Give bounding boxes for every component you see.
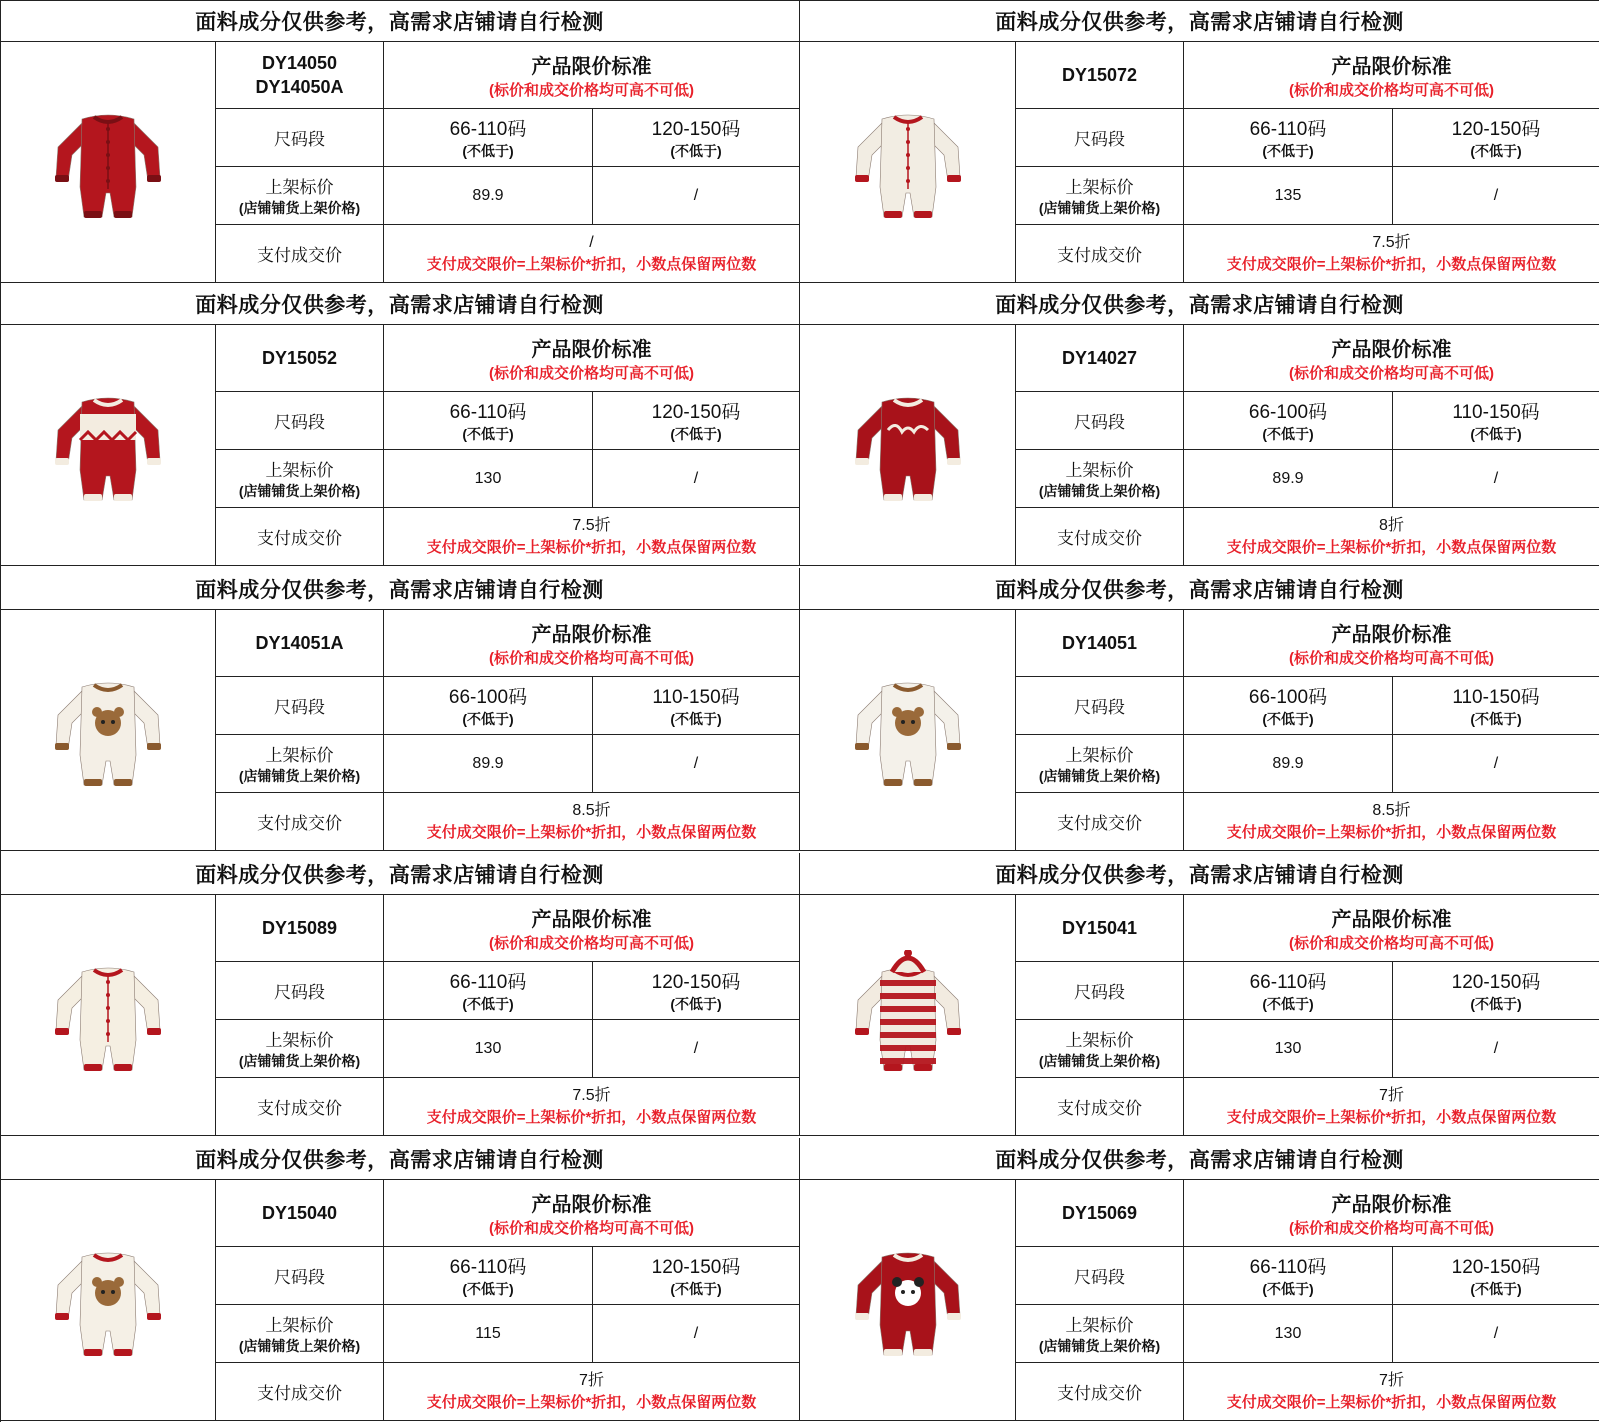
size-range-2-cell <box>1393 677 1599 735</box>
size-range-2-cell <box>593 677 800 735</box>
product-image-cell <box>0 325 216 566</box>
notice-text: 面料成分仅供参考，高需求店铺请自行检测 <box>995 863 1404 887</box>
size-range-1: 66-110码 <box>1249 1257 1327 1278</box>
paid-price-label-cell <box>1016 225 1184 283</box>
list-price-2-cell <box>593 450 800 508</box>
not-lower-note: (不低于) <box>1262 711 1314 727</box>
price-standard-cell <box>384 895 800 962</box>
price-standard-cell <box>384 1180 800 1247</box>
product-image-cell <box>0 895 216 1136</box>
not-lower-note: (不低于) <box>1470 711 1522 727</box>
price-standard-title: 产品限价标准 <box>1331 909 1452 931</box>
list-price-1-cell <box>384 450 593 508</box>
size-label: 尺码段 <box>274 1268 325 1287</box>
not-lower-note: (不低于) <box>462 711 514 727</box>
size-range-2: 110-150码 <box>652 687 740 708</box>
product-code-cell <box>216 610 384 677</box>
paid-price-label-cell <box>216 225 384 283</box>
discount-value: 8.5折 <box>1372 802 1411 819</box>
list-price-2: / <box>1493 469 1499 487</box>
product-code: DY14051A <box>255 633 344 653</box>
product-code-cell <box>216 42 384 109</box>
list-price-sub: (店铺铺货上架价格) <box>1038 200 1161 216</box>
paid-price-cell <box>384 1078 800 1136</box>
size-range-1: 66-110码 <box>449 972 527 993</box>
price-standard-cell <box>1184 610 1599 677</box>
price-standard-cell <box>384 42 800 109</box>
list-price-label-cell <box>216 735 384 793</box>
list-price-1: 89.9 <box>472 754 504 772</box>
discount-value: 7.5折 <box>572 517 611 534</box>
product-code-cell <box>216 1180 384 1247</box>
list-price-label: 上架标价 <box>265 461 334 480</box>
price-standard-note: (标价和成交价格均可高不可低) <box>489 82 694 99</box>
list-price-label-cell <box>216 450 384 508</box>
paid-formula: 支付成交限价=上架标价*折扣，小数点保留两位数 <box>426 539 757 556</box>
size-range-2-cell <box>1393 109 1599 167</box>
size-label-cell <box>216 392 384 450</box>
price-standard-note: (标价和成交价格均可高不可低) <box>489 365 694 382</box>
list-price-label-cell <box>1016 1020 1184 1078</box>
discount-value: 7.5折 <box>1372 234 1411 251</box>
price-standard-title: 产品限价标准 <box>531 624 652 646</box>
product-image-cell <box>800 42 1016 283</box>
size-range-2: 110-150码 <box>1452 687 1540 708</box>
list-price-label-cell <box>216 167 384 225</box>
paid-price-label-cell <box>216 508 384 566</box>
not-lower-note: (不低于) <box>1470 1281 1522 1297</box>
size-label: 尺码段 <box>1074 413 1125 432</box>
product-code: DY15040 <box>261 1203 338 1223</box>
size-label-cell <box>216 962 384 1020</box>
size-range-1: 66-110码 <box>449 119 527 140</box>
paid-price-cell <box>1184 1078 1599 1136</box>
paid-price-label-cell <box>216 793 384 851</box>
paid-price-label: 支付成交价 <box>257 529 342 548</box>
product-code-cell <box>216 325 384 392</box>
size-range-2: 120-150码 <box>1451 1257 1541 1278</box>
size-range-2: 120-150码 <box>651 1257 741 1278</box>
discount-value: 7.5折 <box>572 1087 611 1104</box>
bear-pattern-romper-icon <box>48 665 168 795</box>
size-range-2-cell <box>593 392 800 450</box>
notice-text: 面料成分仅供参考，高需求店铺请自行检测 <box>995 10 1404 34</box>
size-range-2-cell <box>593 109 800 167</box>
cream-red-trim-romper-icon <box>48 950 168 1080</box>
product-code-cell <box>1016 1180 1184 1247</box>
paid-price-label-cell <box>1016 1078 1184 1136</box>
list-price-label: 上架标价 <box>1065 178 1134 197</box>
paid-price-label: 支付成交价 <box>1057 529 1142 548</box>
list-price-sub: (店铺铺货上架价格) <box>238 1053 361 1069</box>
list-price-sub: (店铺铺货上架价格) <box>238 1338 361 1354</box>
paid-price-label: 支付成交价 <box>257 1384 342 1403</box>
paid-price-label-cell <box>216 1078 384 1136</box>
list-price-1-cell <box>1184 450 1393 508</box>
panda-romper-icon <box>848 1235 968 1365</box>
size-label: 尺码段 <box>274 698 325 717</box>
list-price-label-cell <box>1016 167 1184 225</box>
size-range-2: 120-150码 <box>651 119 741 140</box>
size-range-1: 66-110码 <box>449 1257 527 1278</box>
price-standard-note: (标价和成交价格均可高不可低) <box>489 935 694 952</box>
list-price-2-cell <box>1393 450 1599 508</box>
size-range-1-cell <box>1184 677 1393 735</box>
not-lower-note: (不低于) <box>462 143 514 159</box>
not-lower-note: (不低于) <box>1262 996 1314 1012</box>
list-price-sub: (店铺铺货上架价格) <box>238 768 361 784</box>
paid-price-label-cell <box>1016 1363 1184 1421</box>
paid-price-label: 支付成交价 <box>1057 1384 1142 1403</box>
list-price-sub: (店铺铺货上架价格) <box>1038 1053 1161 1069</box>
list-price-2-cell <box>1393 1305 1599 1363</box>
discount-value: 8.5折 <box>572 802 611 819</box>
price-standard-cell <box>1184 325 1599 392</box>
price-standard-note: (标价和成交价格均可高不可低) <box>1289 365 1494 382</box>
product-image-cell <box>800 1180 1016 1421</box>
not-lower-note: (不低于) <box>1470 426 1522 442</box>
product-image-cell <box>0 42 216 283</box>
not-lower-note: (不低于) <box>670 426 722 442</box>
notice-text: 面料成分仅供参考，高需求店铺请自行检测 <box>195 1148 604 1172</box>
list-price-2: / <box>693 469 699 487</box>
price-standard-title: 产品限价标准 <box>1331 624 1452 646</box>
product-code: DY14050A <box>255 77 344 97</box>
list-price-1: 135 <box>1274 186 1302 204</box>
size-range-1-cell <box>384 392 593 450</box>
notice-header <box>0 283 800 325</box>
notice-header <box>0 853 800 895</box>
list-price-2-cell <box>1393 167 1599 225</box>
notice-header <box>800 0 1599 42</box>
list-price-label: 上架标价 <box>265 1316 334 1335</box>
paid-price-cell <box>1184 225 1599 283</box>
notice-text: 面料成分仅供参考，高需求店铺请自行检测 <box>195 293 604 317</box>
size-label: 尺码段 <box>1074 130 1125 149</box>
paid-price-label-cell <box>216 1363 384 1421</box>
size-label: 尺码段 <box>1074 698 1125 717</box>
list-price-label-cell <box>1016 735 1184 793</box>
size-range-2-cell <box>593 1247 800 1305</box>
size-range-1: 66-100码 <box>1248 687 1328 708</box>
discount-value: 8折 <box>1379 517 1404 534</box>
paid-price-label: 支付成交价 <box>257 1099 342 1118</box>
product-code-cell <box>1016 610 1184 677</box>
list-price-1: 130 <box>474 469 502 487</box>
paid-price-label: 支付成交价 <box>1057 1099 1142 1118</box>
list-price-2-cell <box>593 1305 800 1363</box>
list-price-1-cell <box>384 1305 593 1363</box>
product-code: DY15072 <box>1061 65 1138 85</box>
notice-header <box>0 1138 800 1180</box>
list-price-2: / <box>693 754 699 772</box>
discount-value: 7折 <box>1379 1372 1404 1389</box>
bear-scarf-romper-icon <box>48 1235 168 1365</box>
paid-formula: 支付成交限价=上架标价*折扣，小数点保留两位数 <box>1226 1109 1557 1126</box>
size-range-1-cell <box>1184 392 1393 450</box>
paid-price-label: 支付成交价 <box>257 246 342 265</box>
notice-header <box>800 283 1599 325</box>
baby-script-romper-icon <box>848 380 968 510</box>
size-range-2-cell <box>1393 392 1599 450</box>
notice-text: 面料成分仅供参考，高需求店铺请自行检测 <box>195 10 604 34</box>
product-image-cell <box>800 325 1016 566</box>
product-image-cell <box>800 610 1016 851</box>
paid-price-label: 支付成交价 <box>1057 814 1142 833</box>
size-range-2: 110-150码 <box>1452 402 1540 423</box>
not-lower-note: (不低于) <box>462 426 514 442</box>
paid-formula: 支付成交限价=上架标价*折扣，小数点保留两位数 <box>426 256 757 273</box>
size-range-1: 66-110码 <box>1249 972 1327 993</box>
bear-face-romper-icon <box>848 665 968 795</box>
paid-price-label-cell <box>1016 508 1184 566</box>
list-price-label-cell <box>1016 1305 1184 1363</box>
list-price-1: 130 <box>474 1039 502 1057</box>
list-price-label: 上架标价 <box>265 746 334 765</box>
size-range-1: 66-100码 <box>448 687 528 708</box>
size-range-2: 120-150码 <box>651 972 741 993</box>
list-price-1-cell <box>1184 1305 1393 1363</box>
not-lower-note: (不低于) <box>1470 996 1522 1012</box>
not-lower-note: (不低于) <box>462 1281 514 1297</box>
price-standard-note: (标价和成交价格均可高不可低) <box>1289 935 1494 952</box>
notice-header <box>0 568 800 610</box>
list-price-label: 上架标价 <box>1065 1031 1134 1050</box>
not-lower-note: (不低于) <box>462 996 514 1012</box>
product-code-cell <box>1016 895 1184 962</box>
list-price-label-cell <box>216 1305 384 1363</box>
list-price-2: / <box>1493 1039 1499 1057</box>
price-standard-title: 产品限价标准 <box>1331 1194 1452 1216</box>
price-standard-note: (标价和成交价格均可高不可低) <box>1289 1220 1494 1237</box>
not-lower-note: (不低于) <box>670 711 722 727</box>
notice-text: 面料成分仅供参考，高需求店铺请自行检测 <box>995 293 1404 317</box>
price-standard-title: 产品限价标准 <box>531 1194 652 1216</box>
striped-hooded-romper-icon <box>848 950 968 1080</box>
size-label-cell <box>1016 962 1184 1020</box>
list-price-label: 上架标价 <box>1065 461 1134 480</box>
not-lower-note: (不低于) <box>1262 1281 1314 1297</box>
notice-text: 面料成分仅供参考，高需求店铺请自行检测 <box>995 1148 1404 1172</box>
price-standard-note: (标价和成交价格均可高不可低) <box>1289 650 1494 667</box>
list-price-2: / <box>1493 754 1499 772</box>
product-code: DY15069 <box>1061 1203 1138 1223</box>
list-price-2-cell <box>1393 735 1599 793</box>
list-price-sub: (店铺铺货上架价格) <box>238 200 361 216</box>
paid-price-cell <box>384 1363 800 1421</box>
paid-price-cell <box>384 508 800 566</box>
notice-header <box>0 0 800 42</box>
size-label-cell <box>216 677 384 735</box>
list-price-label: 上架标价 <box>1065 1316 1134 1335</box>
list-price-sub: (店铺铺货上架价格) <box>1038 483 1161 499</box>
notice-text: 面料成分仅供参考，高需求店铺请自行检测 <box>195 578 604 602</box>
product-code-cell <box>1016 325 1184 392</box>
list-price-1-cell <box>1184 167 1393 225</box>
list-price-1-cell <box>1184 1020 1393 1078</box>
fairisle-romper-icon <box>48 380 168 510</box>
paid-price-label: 支付成交价 <box>1057 246 1142 265</box>
list-price-1: 89.9 <box>1272 754 1304 772</box>
list-price-2-cell <box>593 167 800 225</box>
list-price-2: / <box>693 1324 699 1342</box>
list-price-label: 上架标价 <box>1065 746 1134 765</box>
not-lower-note: (不低于) <box>1470 143 1522 159</box>
size-range-1-cell <box>384 677 593 735</box>
discount-value: / <box>589 234 594 251</box>
paid-formula: 支付成交限价=上架标价*折扣，小数点保留两位数 <box>426 824 757 841</box>
paid-price-cell <box>1184 1363 1599 1421</box>
not-lower-note: (不低于) <box>1262 426 1314 442</box>
price-standard-title: 产品限价标准 <box>531 56 652 78</box>
product-image-cell <box>0 1180 216 1421</box>
list-price-label-cell <box>216 1020 384 1078</box>
price-standard-cell <box>1184 1180 1599 1247</box>
product-code: DY15089 <box>261 918 338 938</box>
list-price-2: / <box>693 1039 699 1057</box>
list-price-1-cell <box>1184 735 1393 793</box>
list-price-1: 130 <box>1274 1324 1302 1342</box>
size-range-1: 66-110码 <box>1249 119 1327 140</box>
size-label-cell <box>1016 392 1184 450</box>
product-image-cell <box>0 610 216 851</box>
list-price-2-cell <box>593 1020 800 1078</box>
paid-price-cell <box>1184 793 1599 851</box>
notice-header <box>800 1138 1599 1180</box>
list-price-label: 上架标价 <box>265 178 334 197</box>
list-price-sub: (店铺铺货上架价格) <box>1038 768 1161 784</box>
list-price-2: / <box>693 186 699 204</box>
paid-formula: 支付成交限价=上架标价*折扣，小数点保留两位数 <box>1226 824 1557 841</box>
notice-text: 面料成分仅供参考，高需求店铺请自行检测 <box>195 863 604 887</box>
list-price-2: / <box>1493 186 1499 204</box>
not-lower-note: (不低于) <box>670 143 722 159</box>
size-range-1-cell <box>384 1247 593 1305</box>
price-standard-cell <box>384 325 800 392</box>
not-lower-note: (不低于) <box>670 1281 722 1297</box>
list-price-label: 上架标价 <box>265 1031 334 1050</box>
size-label-cell <box>1016 677 1184 735</box>
paid-price-cell <box>384 793 800 851</box>
paid-price-label-cell <box>1016 793 1184 851</box>
paid-formula: 支付成交限价=上架标价*折扣，小数点保留两位数 <box>1226 256 1557 273</box>
list-price-1: 115 <box>475 1324 501 1342</box>
price-standard-title: 产品限价标准 <box>531 339 652 361</box>
list-price-sub: (店铺铺货上架价格) <box>1038 1338 1161 1354</box>
product-code: DY14027 <box>1061 348 1138 368</box>
size-range-1-cell <box>1184 1247 1393 1305</box>
paid-price-cell <box>1184 508 1599 566</box>
discount-value: 7折 <box>1379 1087 1404 1104</box>
size-label-cell <box>1016 109 1184 167</box>
size-label: 尺码段 <box>274 130 325 149</box>
red-romper-icon <box>48 97 168 227</box>
paid-formula: 支付成交限价=上架标价*折扣，小数点保留两位数 <box>426 1109 757 1126</box>
paid-price-label: 支付成交价 <box>257 814 342 833</box>
size-label: 尺码段 <box>274 983 325 1002</box>
size-range-1-cell <box>1184 962 1393 1020</box>
size-label-cell <box>216 109 384 167</box>
price-standard-cell <box>384 610 800 677</box>
product-code-cell <box>1016 42 1184 109</box>
list-price-1: 130 <box>1274 1039 1302 1057</box>
product-code: DY14050 <box>261 53 338 73</box>
price-standard-title: 产品限价标准 <box>531 909 652 931</box>
price-standard-cell <box>1184 42 1599 109</box>
notice-header <box>800 853 1599 895</box>
price-standard-note: (标价和成交价格均可高不可低) <box>1289 82 1494 99</box>
size-range-2-cell <box>593 962 800 1020</box>
size-label: 尺码段 <box>274 413 325 432</box>
price-standard-title: 产品限价标准 <box>1331 56 1452 78</box>
list-price-2: / <box>1493 1324 1499 1342</box>
product-code: DY15041 <box>1061 918 1138 938</box>
product-code-cell <box>216 895 384 962</box>
notice-text: 面料成分仅供参考，高需求店铺请自行检测 <box>995 578 1404 602</box>
size-range-2: 120-150码 <box>1451 119 1541 140</box>
list-price-1-cell <box>384 735 593 793</box>
price-standard-note: (标价和成交价格均可高不可低) <box>489 1220 694 1237</box>
list-price-label-cell <box>1016 450 1184 508</box>
size-label: 尺码段 <box>1074 983 1125 1002</box>
size-label-cell <box>1016 1247 1184 1305</box>
product-code: DY15052 <box>261 348 338 368</box>
list-price-1-cell <box>384 1020 593 1078</box>
list-price-2-cell <box>1393 1020 1599 1078</box>
size-range-1-cell <box>384 109 593 167</box>
notice-header <box>800 568 1599 610</box>
price-standard-title: 产品限价标准 <box>1331 339 1452 361</box>
size-range-2-cell <box>1393 962 1599 1020</box>
paid-formula: 支付成交限价=上架标价*折扣，小数点保留两位数 <box>1226 539 1557 556</box>
size-range-2-cell <box>1393 1247 1599 1305</box>
cream-print-romper-icon <box>848 97 968 227</box>
product-image-cell <box>800 895 1016 1136</box>
paid-formula: 支付成交限价=上架标价*折扣，小数点保留两位数 <box>426 1394 757 1411</box>
list-price-1: 89.9 <box>472 186 504 204</box>
list-price-1: 89.9 <box>1272 469 1304 487</box>
product-code: DY14051 <box>1061 633 1138 653</box>
discount-value: 7折 <box>579 1372 604 1389</box>
size-range-1-cell <box>384 962 593 1020</box>
price-standard-note: (标价和成交价格均可高不可低) <box>489 650 694 667</box>
size-label: 尺码段 <box>1074 1268 1125 1287</box>
not-lower-note: (不低于) <box>670 996 722 1012</box>
list-price-2-cell <box>593 735 800 793</box>
size-label-cell <box>216 1247 384 1305</box>
size-range-2: 120-150码 <box>1451 972 1541 993</box>
size-range-1-cell <box>1184 109 1393 167</box>
paid-price-cell <box>384 225 800 283</box>
paid-formula: 支付成交限价=上架标价*折扣，小数点保留两位数 <box>1226 1394 1557 1411</box>
list-price-sub: (店铺铺货上架价格) <box>238 483 361 499</box>
price-standard-cell <box>1184 895 1599 962</box>
size-range-1: 66-100码 <box>1248 402 1328 423</box>
list-price-1-cell <box>384 167 593 225</box>
size-range-2: 120-150码 <box>651 402 741 423</box>
not-lower-note: (不低于) <box>1262 143 1314 159</box>
size-range-1: 66-110码 <box>449 402 527 423</box>
